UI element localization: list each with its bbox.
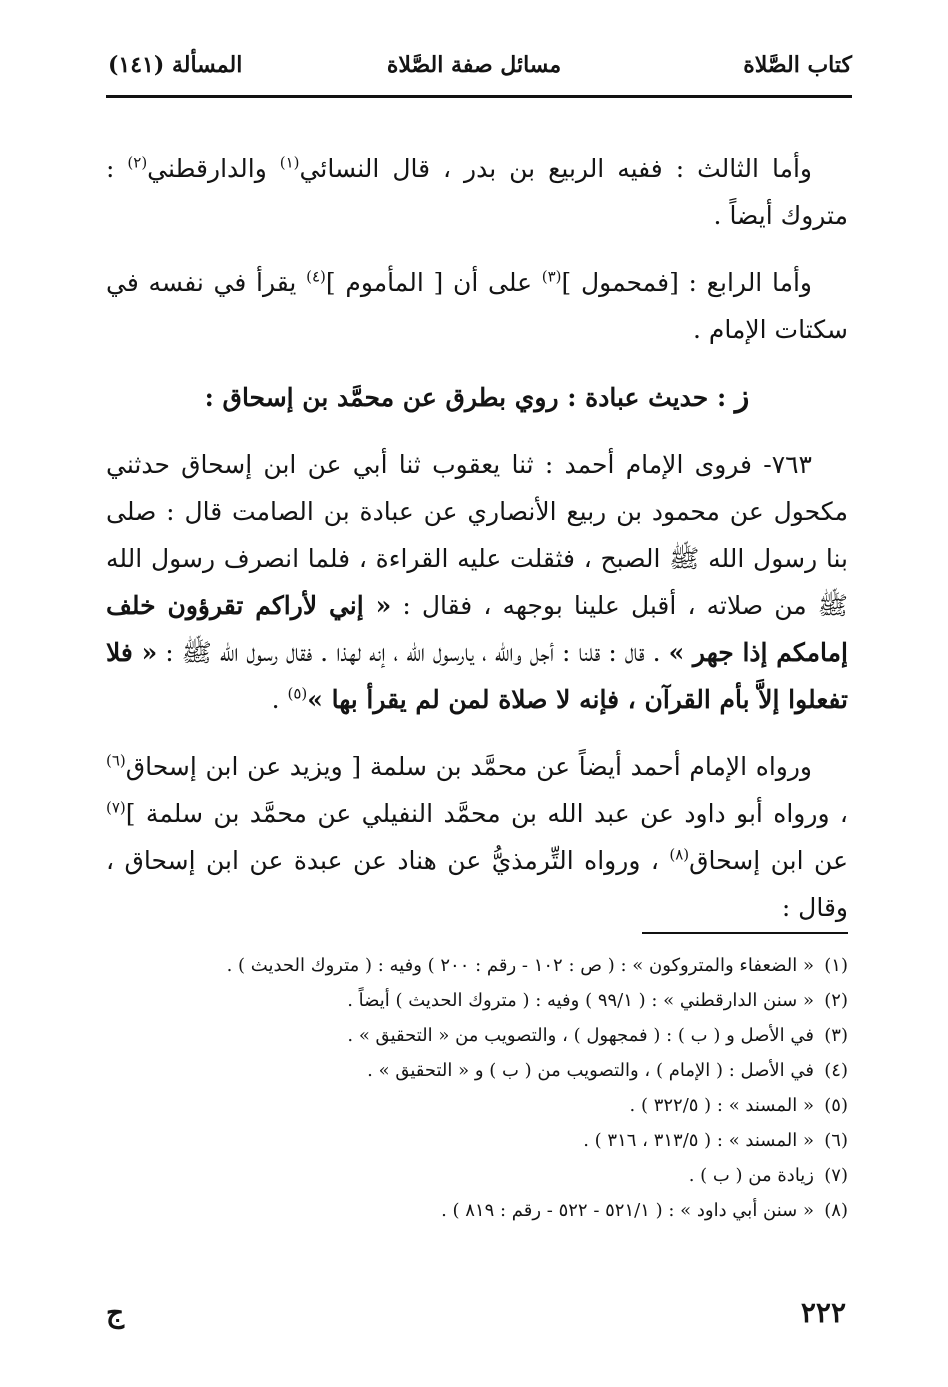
footnote	[106, 983, 848, 1018]
footnote-text: « سنن الدارقطني » : ( ٩٩/١ ) وفيه : ( متروك الحديث ) أيضاً .	[347, 990, 814, 1011]
footnote-ref: (٣)	[541, 267, 562, 286]
footnote-text: « المسند » : ( ٣٢٢/٥ ) .	[629, 1095, 814, 1116]
hadith-quote: « فلا تفعلوا إلاَّ بأم القرآن ، فإنه لا صلاة لمن لم يقرأ بها »	[106, 638, 848, 714]
footnote-number: (١)	[824, 955, 848, 976]
footnote-number: (٨)	[824, 1200, 848, 1221]
section-mark: ز	[734, 379, 750, 414]
footnote-ref: (٦)	[106, 751, 126, 770]
footnote	[106, 1123, 848, 1158]
footnotes	[106, 948, 848, 1228]
paragraph-other-narrations	[106, 743, 848, 931]
footnote-number: (٣)	[824, 1025, 848, 1046]
footnote-text: في الأصل : ( الإمام ) ، والتصويب من ( ب ) و « التحقيق » .	[367, 1060, 814, 1081]
footnote-text: زيادة من ( ب ) .	[688, 1165, 814, 1186]
footnote-number: (٦)	[824, 1130, 848, 1151]
text-run: وأما الثالث : ففيه الربيع بن بدر ، قال النسائي	[299, 154, 812, 183]
footnote	[106, 1158, 848, 1193]
header-rule	[106, 95, 852, 98]
footnote-ref: (٥)	[287, 684, 308, 703]
footnote	[106, 1053, 848, 1088]
footnote-text: « سنن أبي داود » : ( ٥٢١/١ - ٥٢٢ - رقم : ٨١٩ ) .	[441, 1200, 814, 1221]
section-heading-text: : حديث عبادة : روي بطرق عن محمَّد بن إسحاق :	[204, 383, 735, 412]
text-run: عن ابن إسحاق	[689, 846, 848, 875]
footnote-text: « المسند » : ( ٣١٣/٥ ، ٣١٦ ) .	[583, 1130, 814, 1151]
footnote-ref: (١)	[279, 153, 300, 172]
footnote-ref: (٢)	[127, 153, 148, 172]
footnote	[106, 1193, 848, 1228]
footnote-number: (٢)	[824, 990, 848, 1011]
footnote-number: (٧)	[824, 1165, 848, 1186]
text-run: .	[271, 685, 288, 714]
footnote-text: « الضعفاء والمتروكون » : ( ص : ١٠٢ - رقم : ٢٠٠ ) وفيه : ( متروك الحديث ) .	[226, 955, 814, 976]
footnote-separator	[642, 932, 848, 934]
text-run: والدارقطني	[147, 154, 280, 183]
text-run: وأما الرابع : [فمحمول ]	[561, 268, 812, 297]
paragraph-third-narrator	[106, 145, 848, 239]
footnote-ref: (٧)	[106, 798, 126, 817]
footnote	[106, 948, 848, 983]
text-run: ٧٦٣- فروى الإمام أحمد : ثنا يعقوب ثنا أبي عن ابن إسحاق حدثني مكحول عن محمود بن ربيع الأنصاري عن عبادة بن الصامت قال : صلى بنا رسول الله ﷺ الصبح ، فثقلت عليه القراءة ، فلما انصرف رسول الله ﷺ من صلاته ، أقبل علينا بوجهه ، فقال :	[106, 450, 848, 620]
text-run: ، ورواه أبو داود عن عبد الله بن محمَّد النفيلي عن محمَّد بن سلمة ]	[125, 799, 848, 828]
main-text	[106, 145, 848, 951]
section-heading	[106, 373, 848, 421]
text-run: على أن [ المأموم ]	[325, 268, 542, 297]
footnote	[106, 1018, 848, 1053]
footnote-number: (٥)	[824, 1095, 848, 1116]
footnote-number: (٤)	[824, 1060, 848, 1081]
text-run: : متروك أيضاً .	[106, 154, 848, 230]
running-header-book: كتاب الصَّلاة	[743, 52, 852, 78]
page-number: ٢٢٢	[800, 1296, 846, 1329]
paragraph-fourth-narrator	[106, 259, 848, 353]
hadith-quote: « إني لأراكم تقرؤون خلف إمامكم إذا جهر »	[106, 591, 848, 667]
signature-mark: ج	[106, 1296, 125, 1329]
running-header-issue: المسألة (١٤١)	[108, 52, 243, 78]
text-run: ورواه الإمام أحمد أيضاً عن محمَّد بن سلمة [ ويزيد عن ابن إسحاق	[125, 752, 812, 781]
hadith-763-paragraph	[106, 441, 848, 723]
running-header-chapter: مسائل صفة الصَّلاة	[386, 52, 562, 78]
footnote-ref: (٤)	[306, 267, 326, 286]
footnote-ref: (٨)	[669, 845, 690, 864]
text-run: ، ورواه التِّرمذيُّ عن هناد عن عبدة عن ابن إسحاق ، وقال :	[106, 846, 848, 922]
text-run: . قال : قلنا : أجل والله ، يارسول الله ، إنه لهذا . فقال رسول الله ﷺ :	[157, 638, 669, 667]
text-run: يقرأ في نفسه في سكتات الإمام .	[106, 268, 848, 344]
footnote-text: في الأصل و ( ب ) : ( فمجهول ) ، والتصويب من « التحقيق » .	[347, 1025, 814, 1046]
footnote	[106, 1088, 848, 1123]
